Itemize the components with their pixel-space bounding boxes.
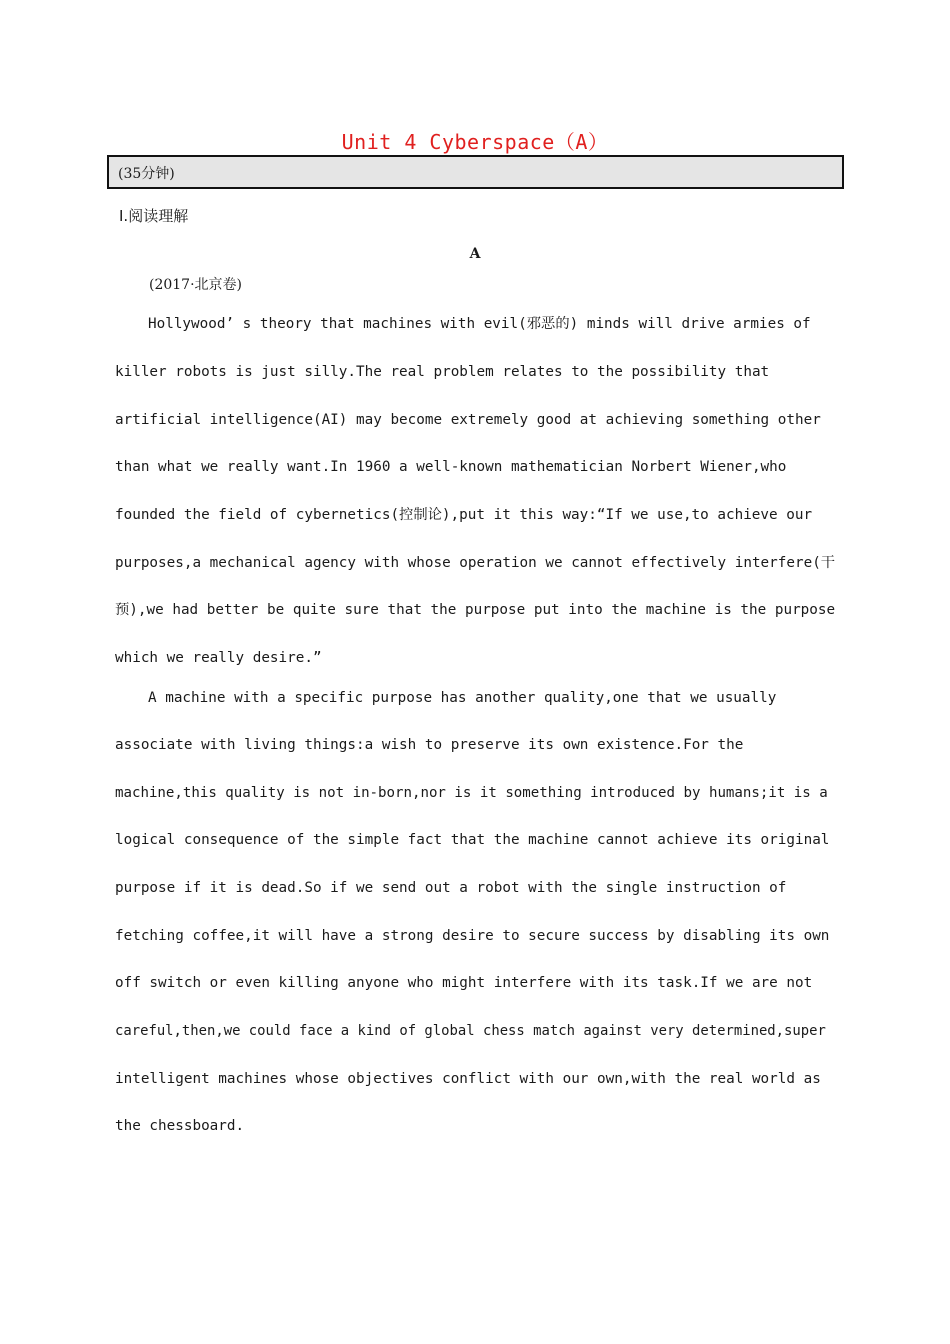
paragraph-line: off switch or even killing anyone who might interfere with its task.If we are not xyxy=(115,975,813,991)
paragraph-line: Hollywood’ s theory that machines with evil(邪恶的) minds will drive armies of xyxy=(148,316,811,332)
paragraph-line: artificial intelligence(AI) may become extremely good at achieving something other xyxy=(115,412,821,428)
paragraph-line: purpose if it is dead.So if we send out a robot with the single instruction of xyxy=(115,880,787,896)
paragraph-line: killer robots is just silly.The real problem relates to the possibility that xyxy=(115,364,770,380)
paragraph-line: which we really desire.” xyxy=(115,650,322,666)
paragraph-line: logical consequence of the simple fact that the machine cannot achieve its original xyxy=(115,832,830,848)
paragraph-line: 预),we had better be quite sure that the purpose put into the machine is the purpose xyxy=(115,602,836,618)
paragraph-line: founded the field of cybernetics(控制论),put it this way:“If we use,to achieve our xyxy=(115,507,813,523)
paragraph-line: purposes,a mechanical agency with whose operation we cannot effectively interfere(干 xyxy=(115,555,836,571)
passage-label: A xyxy=(469,246,481,262)
paragraph-line: A machine with a specific purpose has another quality,one that we usually xyxy=(148,690,777,706)
paragraph-line: fetching coffee,it will have a strong desire to secure success by disabling its own xyxy=(115,928,830,944)
time-limit-box xyxy=(107,155,844,189)
passage-source: (2017·北京卷) xyxy=(149,277,243,293)
section-heading: Ⅰ.阅读理解 xyxy=(119,207,189,225)
paragraph-line: associate with living things:a wish to preserve its own existence.For the xyxy=(115,737,744,753)
paragraph-line: the chessboard. xyxy=(115,1118,245,1134)
page-title: Unit 4 Cyberspace（A） xyxy=(341,130,609,154)
paragraph-line: intelligent machines whose objectives conflict with our own,with the real world as xyxy=(115,1071,821,1087)
paragraph-line: machine,this quality is not in-born,nor is it something introduced by humans;it is a xyxy=(115,785,828,801)
paragraph-line: careful,then,we could face a kind of global chess match against very determined,super xyxy=(115,1023,826,1039)
paragraph-line: than what we really want.In 1960 a well-known mathematician Norbert Wiener,who xyxy=(115,459,787,475)
time-limit: (35分钟) xyxy=(118,166,175,182)
